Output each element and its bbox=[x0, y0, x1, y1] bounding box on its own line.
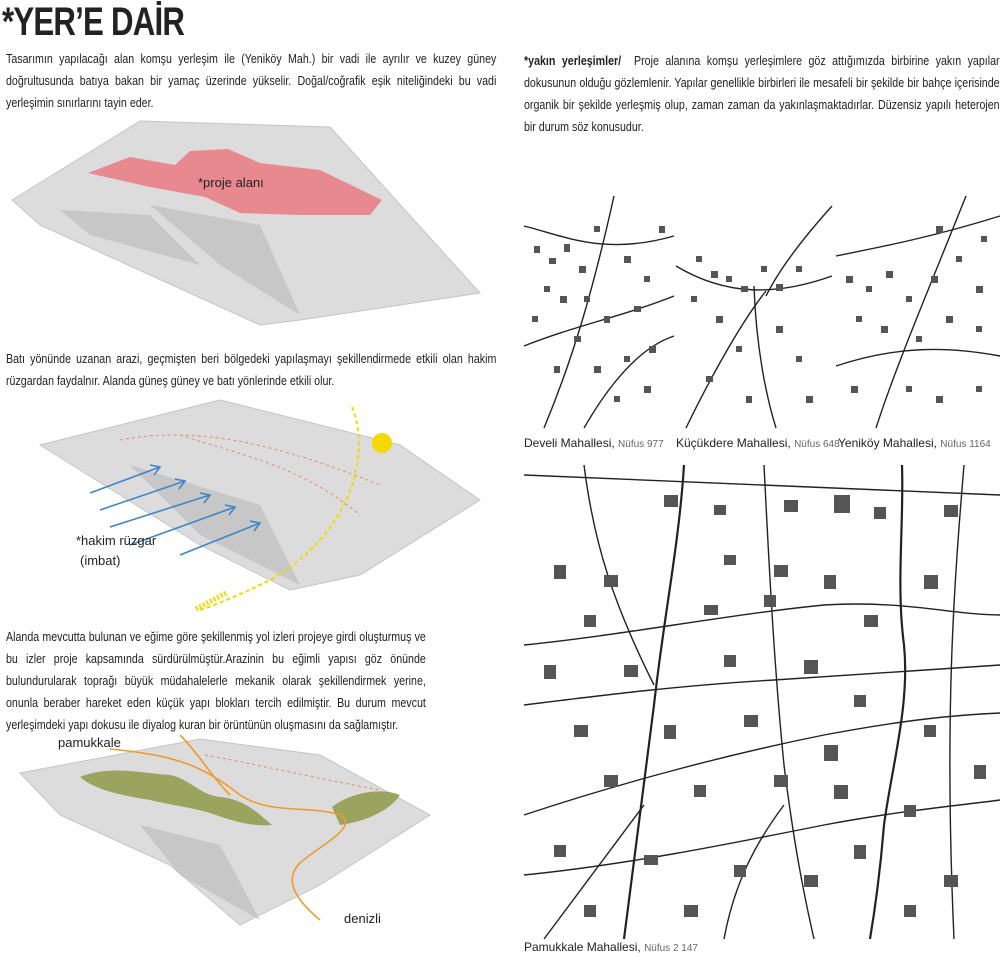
terrain-map-paths bbox=[0, 735, 500, 935]
caption-develi bbox=[524, 436, 664, 450]
settlement-name: Pamukkale Mahallesi, bbox=[524, 940, 641, 954]
settlement-name: Yeniköy Mahallesi, bbox=[838, 436, 937, 450]
wind-text: Batı yönünde uzanan arazi, geçmişten beri bölgedeki yapılaşmayı şekillendirmede etkili olan hakim rüzgardan faydalnır. Alanda güneş güney ve batı yönlerinde etkili olur. bbox=[6, 351, 497, 388]
settlement-name: Küçükdere Mahallesi, bbox=[676, 436, 791, 450]
terrain-map-wind bbox=[0, 395, 520, 610]
wind-label-1: *hakim rüzgar bbox=[76, 533, 157, 548]
project-area-label: *proje alanı bbox=[198, 175, 264, 190]
caption-yenikoy bbox=[838, 436, 991, 450]
nearby-text-block bbox=[524, 50, 1000, 138]
intro-text: Tasarımın yapılacağı alan komşu yerleşim ile (Yeniköy Mah.) bir vadi ile ayrılır ve kuzey güney doğrultusunda batıya bakan bir yamaç üzerinde yükselir. Doğal/coğrafik eşik niteliğindeki bu vadi yerleşimin sınırlarını tayin eder. bbox=[6, 51, 497, 110]
denizli-label: denizli bbox=[344, 911, 381, 926]
settlement-map-pamukkale bbox=[524, 465, 1000, 939]
settlement-map-kucukdere bbox=[676, 196, 832, 428]
settlement-pop: Nüfus 977 bbox=[618, 439, 664, 450]
caption-kucukdere bbox=[676, 436, 840, 450]
pamukkale-label: pamukkale bbox=[58, 735, 121, 750]
nearby-heading: *yakın yerleşimler/ bbox=[524, 53, 622, 68]
settlement-pop: Nüfus 2 147 bbox=[644, 943, 698, 954]
settlement-map-yenikoy bbox=[836, 196, 1000, 428]
settlement-pop: Nüfus 648 bbox=[794, 439, 840, 450]
terrain-map-project-area bbox=[0, 115, 500, 325]
settlement-pop: Nüfus 1164 bbox=[940, 439, 991, 450]
page-title: *YER’E DAİR bbox=[2, 0, 185, 44]
nearby-text: Proje alanına komşu yerleşimlere göz attığımızda birbirine yakın yapılar dokusunun olduğu gözlemlenir. Yapılar genellikle birbirleri ile mesafeli bir şekilde bir bahçe içerisinde organik bir şekilde yerleşmiş olup, zaman zaman da yakınlaşmaktadırlar. Düzensiz yapılı heterojen bir durum söz konusudur. bbox=[524, 53, 1000, 134]
wind-label-2: (imbat) bbox=[80, 553, 121, 568]
sun-icon bbox=[372, 433, 392, 453]
path-text: Alanda mevcutta bulunan ve eğime göre şekillenmiş yol izleri projeye girdi oluşturmuş ve bu izler proje kapsamında sürdürülmüştür.Arazinin bu eğimli yapısı göz önünde bulundurularak toprağı büyük müdahalelerle mekanik olarak şekillendirmek yerine, onunla beraber hareket eden küçük yapı blokları tercih edilmiştir. Bu durum mevcut yerleşimdeki yapı dokusu ile diyalog kuran bir örüntünün oluşmasını da sağlamıştır. bbox=[6, 629, 426, 732]
caption-pamukkale bbox=[524, 940, 698, 954]
settlement-map-develi bbox=[524, 196, 674, 428]
settlement-name: Develi Mahallesi, bbox=[524, 436, 615, 450]
